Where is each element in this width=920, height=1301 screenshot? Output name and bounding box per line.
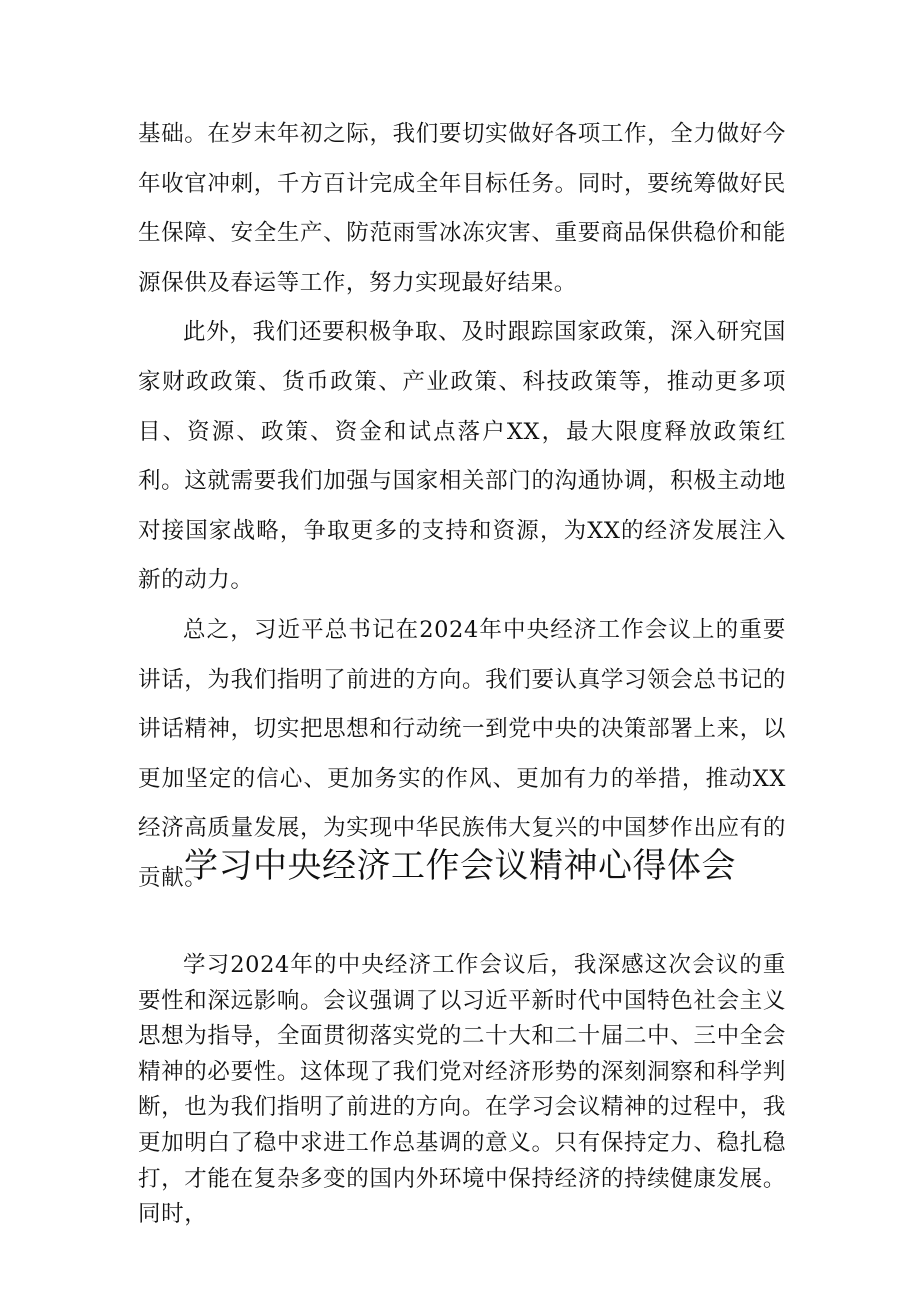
document-title: 学习中央经济工作会议精神心得体会 <box>184 846 736 886</box>
essay-body <box>138 948 786 1233</box>
continued-section <box>138 110 786 904</box>
paragraph-conclusion: 总之，习近平总书记在2024年中央经济工作会议上的重要讲话，为我们指明了前进的方向。我们要认真学习领会总书记的讲话精神，切实把思想和行动统一到党中央的决策部署上来，以更加坚定的信心、更加务实的作风、更加有力的举措，推动XX经济高质量发展，为实现中华民族伟大复兴的中国梦作出应有的贡献。 <box>138 616 786 891</box>
paragraph-continued: 基础。在岁末年初之际，我们要切实做好各项工作，全力做好今年收官冲刺，千方百计完成全年目标任务。同时，要统筹做好民生保障、安全生产、防范雨雪冰冻灾害、重要商品保供稳价和能源保供及春运等工作，努力实现最好结果。 <box>138 121 786 296</box>
paragraph-essay-opening: 学习2024年的中央经济工作会议后，我深感这次会议的重要性和深远影响。会议强调了以习近平新时代中国特色社会主义思想为指导，全面贯彻落实党的二十大和二十届二中、三中全会精神的必要性。这体现了我们党对经济形势的深刻洞察和科学判断，也为我们指明了前进的方向。在学习会议精神的过程中，我更加明白了稳中求进工作总基调的意义。只有保持定力、稳扎稳打，才能在复杂多变的国内外环境中保持经济的持续健康发展。同时， <box>138 952 786 1228</box>
paragraph-policy: 此外，我们还要积极争取、及时跟踪国家政策，深入研究国家财政政策、货币政策、产业政策、科技政策等，推动更多项目、资源、政策、资金和试点落户XX，最大限度释放政策红利。这就需要我们加强与国家相关部门的沟通协调，积极主动地对接国家战略，争取更多的支持和资源，为XX的经济发展注入新的动力。 <box>138 319 786 594</box>
